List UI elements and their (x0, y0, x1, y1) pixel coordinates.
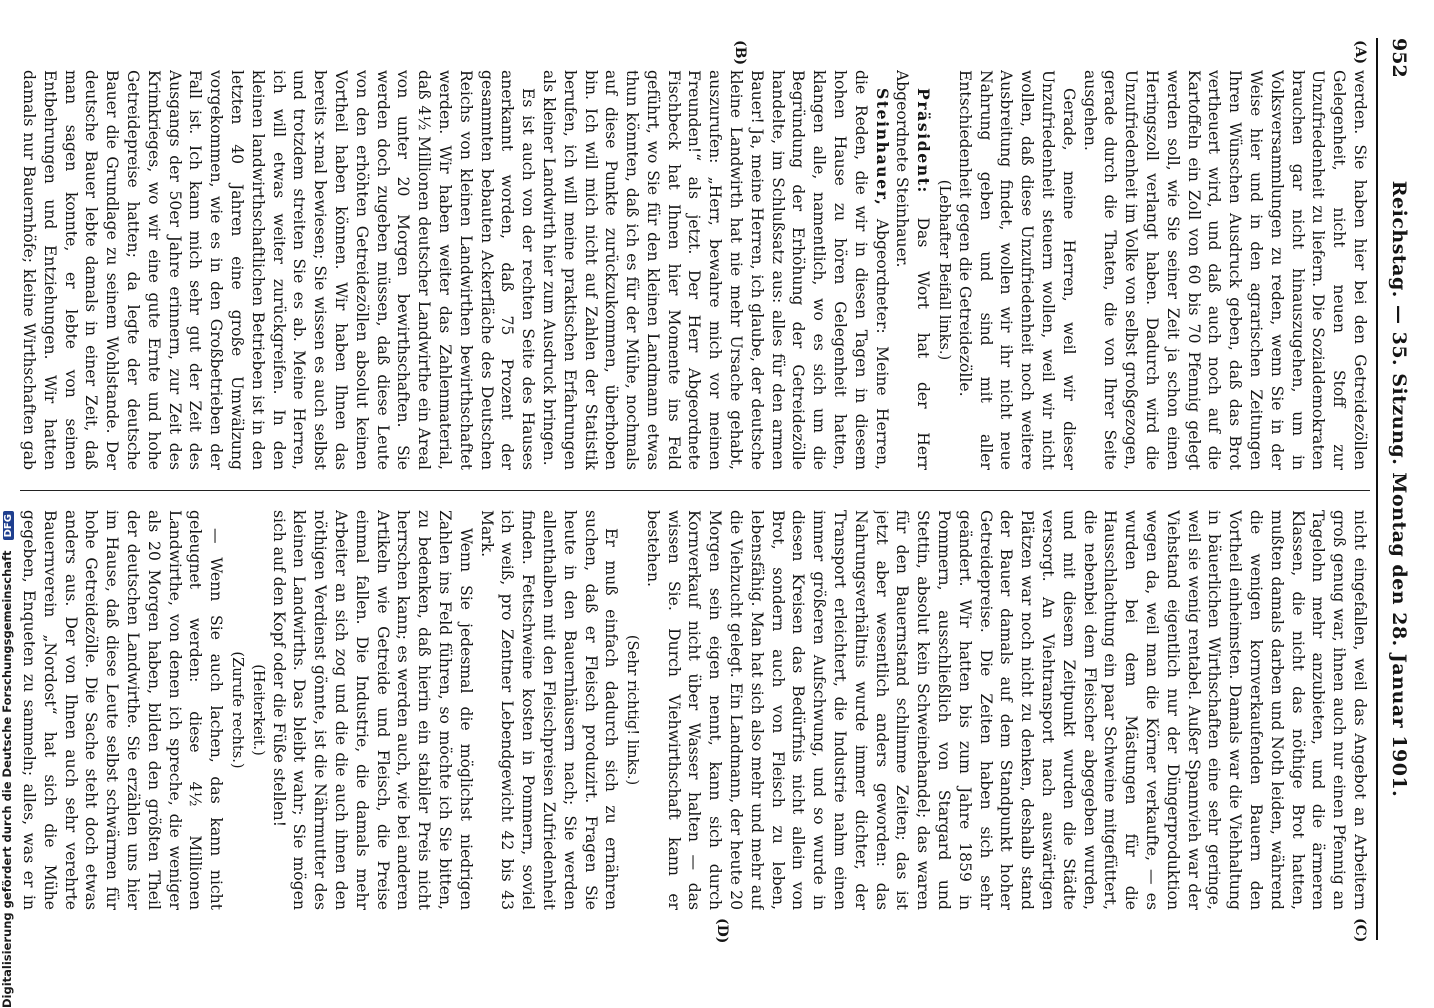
president-paragraph (892, 70, 934, 470)
dfg-logo: DFG (3, 511, 14, 540)
speaker-role: Abgeordneter: (872, 218, 891, 334)
margin-mark-a: (A) (1352, 40, 1368, 65)
president-text: Das Wort hat der Herr Abgeordnete Steinhauer. (893, 70, 933, 470)
paragraph: Gerade, meine Herren, weil wir dieser Unzufriedenheit steuern wollen, weil wir nicht wollen, daß diese Unzufriedenheit noch weitere Ausbreitung findet, wollen wir ihr nicht neue Nahrung geben und sind mit aller Entschiedenheit gegen die Getreidezölle. (955, 70, 1078, 470)
footer-text: Digitalisierung gefördert durch die Deutsche Forschungsgemeinschaft (0, 550, 14, 1008)
speech-paragraph (538, 70, 892, 470)
speech-text: Meine Herren, die Reden, die wir in diesen Tagen in diesem hohen Hause zu hören Gelegenheit hatten, klangen alle, namentlich, wo es sich um die Begründung der Erhöhung der Getreidezölle handelte, im Schlußsatz aus: alles für den armen Bauer! Ja, meine Herren, ich glaube, der deutsche kleine Landwirth hat nie mehr Ursache gehabt, auszurufen: „Herr, bewahre mich vor meinen Freunden!“ als jetzt. Der Herr Abgeordnete Fischbeck hat Ihnen hier Momente ins Feld geführt, wo Sie für den kleinen Landmann etwas thun könnten, daß ich es für der Mühe, nochmals auf diese Punkte zurückzukommen, überhoben bin. Ich will mich nicht auf Zahlen der Statistik berufen, ich will meine praktischen Erfahrungen als kleiner Landwirth hier zum Ausdruck bringen. (539, 70, 891, 470)
paragraph: werden. Sie haben hier bei den Getreidezöllen Gelegenheit, nicht neuen Stoff zur Unzufriedenheit zu liefern. Die Sozialdemokraten brauchen gar nicht hinauszugehen, um in Volksversammlungen zu reden, wenn Sie in der Weise hier und in den agrarischen Zeitungen Ihren Wünschen Ausdruck geben, daß das Brot vertheuert wird, und daß auch noch auf die Kartoffeln ein Zoll von 60 bis 70 Pfennig gelegt werden soll, wie Sie seiner Zeit ja schon einen Heringszoll verlangt haben. Dadurch wird die Unzufriedenheit im Volke von selbst großgezogen, gerade durch die Thaten, die von Ihrer Seite ausgehen. (1080, 70, 1369, 470)
applause-note: (Sehr richtig! links.) (624, 634, 642, 786)
margin-mark-c: (C) (1352, 918, 1368, 943)
page-header (1376, 38, 1416, 940)
applause-note: (Heiterkeit.) (249, 664, 267, 756)
paragraph: Es ist auch von der rechten Seite des Hauses anerkannt worden, daß 75 Prozent der gesammten bebauten Ackerfläche des Deutschen Reichs von kleinen Landwirthen bewirthschaftet werden. Wir haben weiter das Zahlenmaterial, daß 4½ Millionen deutscher Landwirthe ein Areal von unter 20 Morgen bewirthschaften. Sie werden doch zugeben müssen, daß diese Leute von den erhöhten Getreidezöllen absolut keinen Vortheil haben können. Wir haben Ihnen das bereits x-mal bewiesen; Sie wissen es auch selbst und trotzdem streiten Sie es ab. Meine Herren, ich will etwas weiter zurückgreifen. In den kleinen landwirthschaftlichen Betrieben ist in den letzten 40 Jahren eine große Umwälzung vorgekommen, wie es in den Großbetrieben der Fall ist. Ich kann mich sehr gut der Zeit des Ausgangs der 50er Jahre erinnern, zur Zeit des Krimkrieges, wo wir eine gute Ernte und hohe Getreidepreise hatten; da legte der deutsche Bauer die Grundlage zu seinem Wohlstande. Der deutsche Bauer lebte damals in einer Zeit, daß man sagen konnte, er lebte von seinen Entbehrungen und Entziehungen. Wir hatten damals nur Bauernhöfe; kleine Wirthschaften gab (20, 70, 538, 470)
margin-mark-d: (D) (714, 918, 730, 944)
left-column (18, 70, 1370, 470)
column-divider (20, 490, 1370, 491)
page-number: 952 (1388, 38, 1410, 78)
speaker-label: Präsident: (914, 88, 934, 194)
paragraph: nicht eingefallen, weil das Angebot an Arbeitern groß genug war, ihnen auch nur einen Pfennig an Tagelohn mehr anzubieten, und die ärmeren Klassen, die nicht das nöthige Brot hatten, mußten damals darben und Noth leiden, während die wenigen kornverkaufenden Bauern den Vortheil einheimsten. Damals war die Viehhaltung in bäuerlichen Wirthschaften eine sehr geringe, weil sie wenig rentabel. Außer Spannvieh war der Viehstand eigentlich nur der Düngerproduktion wegen da, weil man die Körner verkaufte, — es wurden bei dem Mästungen für die Hausschlachtung ein paar Schweine mitgefüttert, die nebenbei dem Fleischer abgegeben wurden, und mit diesem Zeitpunkt wurden die Städte versorgt. An Viehtransport nach auswärtigen Plätzen war noch nicht zu denken, deshalb stand der Bauer damals auf dem Standpunkt hoher Getreidepreise. Die Zeiten haben sich sehr geändert. Wir hatten bis zum Jahre 1859 in Pommern, ausschließlich von Stargard und Stettin, absolut kein Schweinehandel; das waren für den Bauernstand schlimme Zeiten; das ist jetzt aber wesentlich anders geworden: das Nahrungsverhältnis wurde immer dichter, der Transport erleichtert, die Industrie nahm einen immer größeren Aufschwung, und so wurde in diesen Kreisen das Bedürfnis nicht allein von Brot, sondern auch von Fleisch zu leben, lebensfähig. Man hat sich also mehr und mehr auf die Viehzucht gelegt. Ein Landmann, der heute 20 Morgen sein eigen nennt, kann sich durch Kornverkauf nicht über Wasser halten — das wissen Sie. Durch Viehwirthschaft kann er bestehen. (643, 510, 1369, 910)
page-title: Reichstag. — 35. Sitzung. Montag den 28. Januar 1901. (1388, 180, 1410, 798)
margin-mark-b: (B) (732, 40, 748, 66)
right-column (18, 510, 1370, 910)
speaker-name: Steinhauer, (872, 88, 892, 207)
paragraph: Wenn Sie jedesmal die möglichst niedrigen Zahlen ins Feld führen, so möchte ich Sie bitten, zu bedenken, daß hierin ein stabiler Preis nicht herrschen kann; es werden auch, wie bei anderen Artikeln wie Getreide und Fleisch, die Preise einmal fallen. Die Industrie, die damals mehr Arbeiter an sich zog und die die auch ihnen den nöthigen Verdienst gönnte, ist die Nährmutter des kleinen Landwirths. Das bleibt wahr; Sie mögen sich auf den Kopf oder die Füße stellen! (269, 510, 475, 910)
applause-note: (Zurufe rechts.) (228, 651, 246, 769)
digitization-footer (0, 14, 22, 1008)
paragraph: Er muß einfach dadurch sich zu ernähren suchen, daß er Fleisch produzirt. Fragen Sie heute in den Bauernhäusern nach; Sie werden allenthalben mit den Fleischpreisen Zufriedenheit finden. Fettschweine kosten in Pommern, soviel ich weiß, pro Zentner Lebendgewicht 42 bis 43 Mark. (477, 510, 621, 910)
applause-note: (Lebhafter Beifall links.) (936, 179, 954, 361)
paragraph: — Wenn Sie auch lachen, das kann nicht geleugnet werden: diese 4½ Millionen Landwirthe, von denen ich spreche, die weniger als 20 Morgen haben, bilden den größten Theil der deutschen Landwirthe. Sie erzählen uns hier im Hause, daß diese Leute selbst schwärmen für hohe Getreidezölle. Die Sache steht doch etwas anders aus. Der von Ihnen auch sehr verehrte Bauernverein „Nordost“ hat sich die Mühe gegeben, Enqueten zu sammeln; alles, was er in (20, 510, 226, 910)
